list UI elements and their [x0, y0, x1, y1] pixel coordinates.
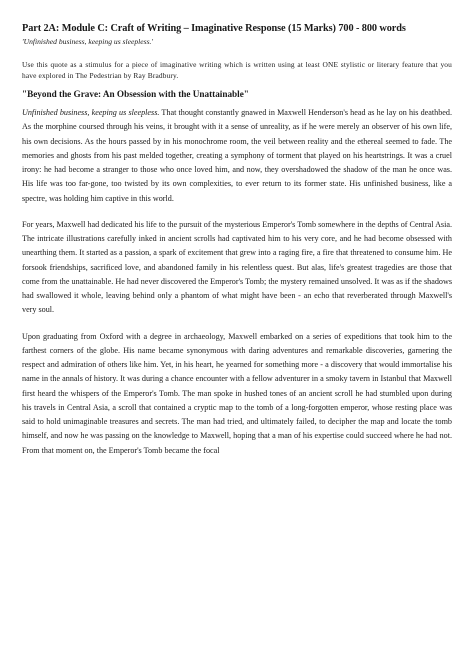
paragraph-lead-quote: Unfinished business, keeping us sleepless. [22, 108, 160, 117]
paragraph-text: Upon graduating from Oxford with a degree in archaeology, Maxwell embarked on a series of expeditions that took him to the farthest corners of the globe. His name became synonymous with daring adventures and remarkable discoveries, garnering the respect and admiration of others like him. Yet, in his heart, he yearned for something more - a discovery that would immortalise his name in the annals of history. It was during a chance encounter with a fellow adventurer in a smoky tavern in Istanbul that Maxwell first heard the whispers of the Emperor's Tomb. The man spoke in hushed tones of an ancient scroll he had stumbled upon during his travels in Central Asia, a scroll that contained a cryptic map to the tomb of a long-forgotten emperor, whose resting place was said to hold unimaginable treasures and secrets. The man had tried, and ultimately failed, to decipher the map and locate the tomb himself, and now he was passing on the knowledge to Maxwell, hoping that a man of his expertise could succeed where he had not. From that moment on, the Emperor's Tomb became the focal [22, 331, 452, 455]
paragraph-text: That thought constantly gnawed in Maxwell Henderson's head as he lay on his deathbed. As the morphine coursed through his veins, it brought with it a sense of unreality, as if he were merely an observer of his own life, his own decisions. As the hours passed by in his monochrome room, the veil between reality and the ethereal seemed to fade. The memories and ghosts from his past melded together, creating a symphony of torment that played on his heartstrings. It was a cruel irony: he had become a stranger to those who once loved him, and now, they overshadowed the shadow of the man he once was. His life was too far-gone, too twisted by its own complexities, to ever return to its former state. His unfinished business, like a spectre, was holding him captive in this world. [22, 108, 452, 203]
essay-title: "Beyond the Grave: An Obsession with the Unattainable" [22, 89, 249, 99]
assignment-heading: Part 2A: Module C: Craft of Writing – Imaginative Response (15 Marks) 700 - 800 words [22, 23, 406, 34]
essay-paragraph-1 [22, 106, 452, 206]
task-instructions: Use this quote as a stimulus for a piece of imaginative writing which is written using at least ONE stylistic or literary feature that you have explored in The Pedestrian by Ray Bradbury. [22, 60, 452, 80]
essay-paragraph-3 [22, 330, 452, 458]
stimulus-quote: 'Unfinished business, keeping us sleepless.' [22, 37, 154, 46]
paragraph-text: For years, Maxwell had dedicated his life to the pursuit of the mysterious Emperor's Tomb somewhere in the depths of Central Asia. The intricate illustrations carefully inked in ancient scrolls had captivated him to his very core, and he had become obsessed with unearthing them. It started as a passion, a spark of excitement that grew into a raging fire, a fire that threatened to consume him. He forsook friendships, sacrificed love, and abandoned family in his relentless quest. But alas, life's greatest tragedies are those that come from the unattainable. He had never discovered the Emperor's Tomb; the mystery remained unsolved. It was as if the shadows had swallowed it whole, leaving behind only a phantom of what might have been - an echo that reverberated through Maxwell's very soul. [22, 219, 452, 315]
essay-paragraph-2 [22, 218, 452, 318]
